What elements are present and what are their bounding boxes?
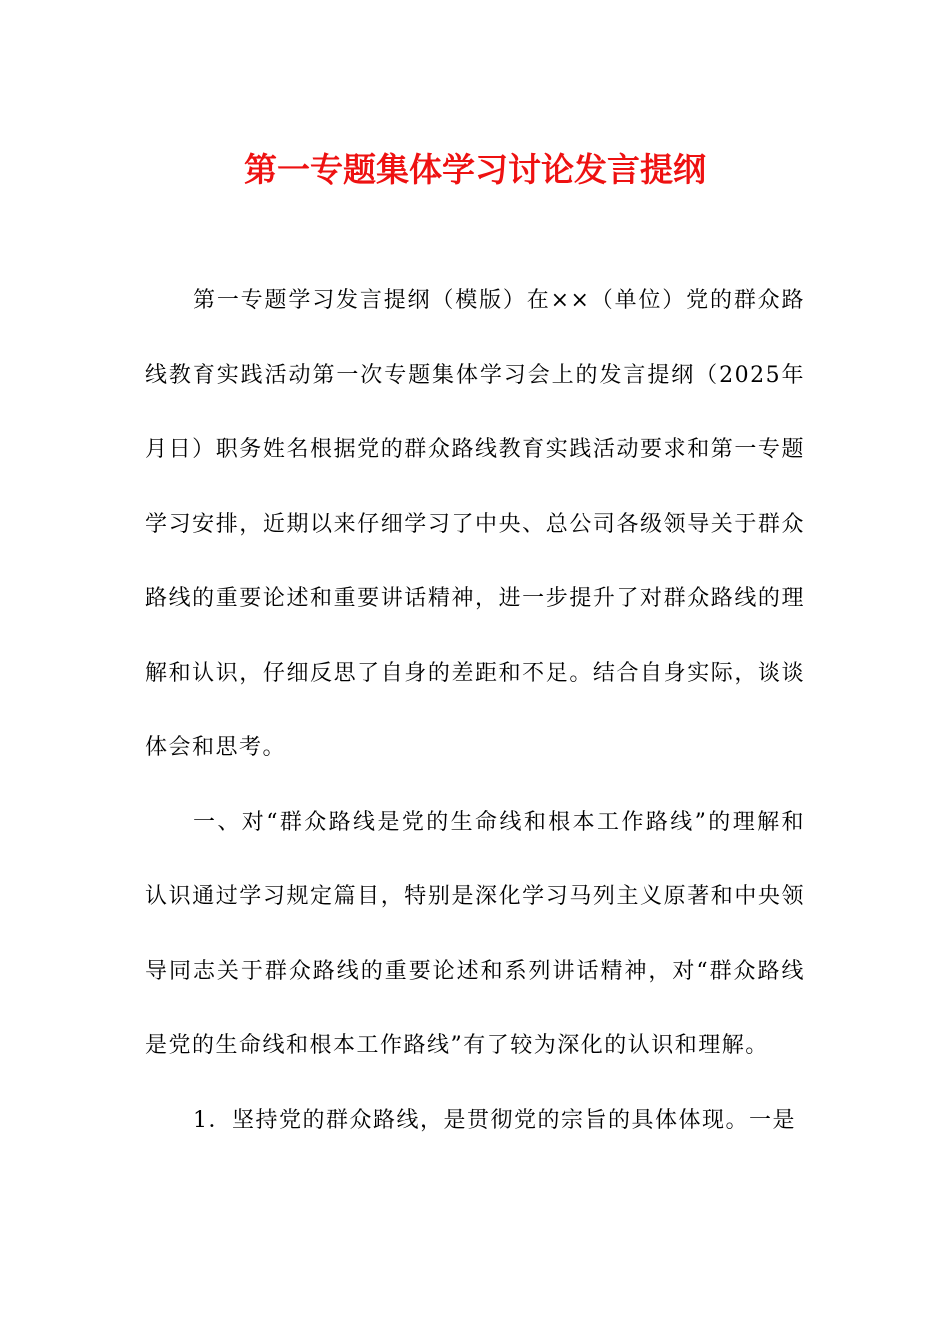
paragraph-point-one: 1．坚持党的群众路线，是贯彻党的宗旨的具体体现。一是: [193, 1107, 796, 1133]
paragraph-intro: 第一专题学习发言提纲（模版）在××（单位）党的群众路线教育实践活动第一次专题集体学习会上的发言提纲（2025年月日）职务姓名根据党的群众路线教育实践活动要求和第一专题学习安排，近期以来仔细学习了中央、总公司各级领导关于群众路线的重要论述和重要讲话精神，进一步提升了对群众路线的理解和认识，仔细反思了自身的差距和不足。结合自身实际，谈谈体会和思考。: [145, 288, 805, 760]
paragraph-section-one: 一、对“群众路线是党的生命线和根本工作路线”的理解和认识通过学习规定篇目，特别是深化学习马列主义原著和中央领导同志关于群众路线的重要论述和系列讲话精神，对“群众路线是党的生命线和根本工作路线”有了较为深化的认识和理解。: [145, 809, 805, 1058]
document-body: [145, 264, 805, 1158]
document-title: 第一专题集体学习讨论发言提纲: [244, 150, 706, 189]
